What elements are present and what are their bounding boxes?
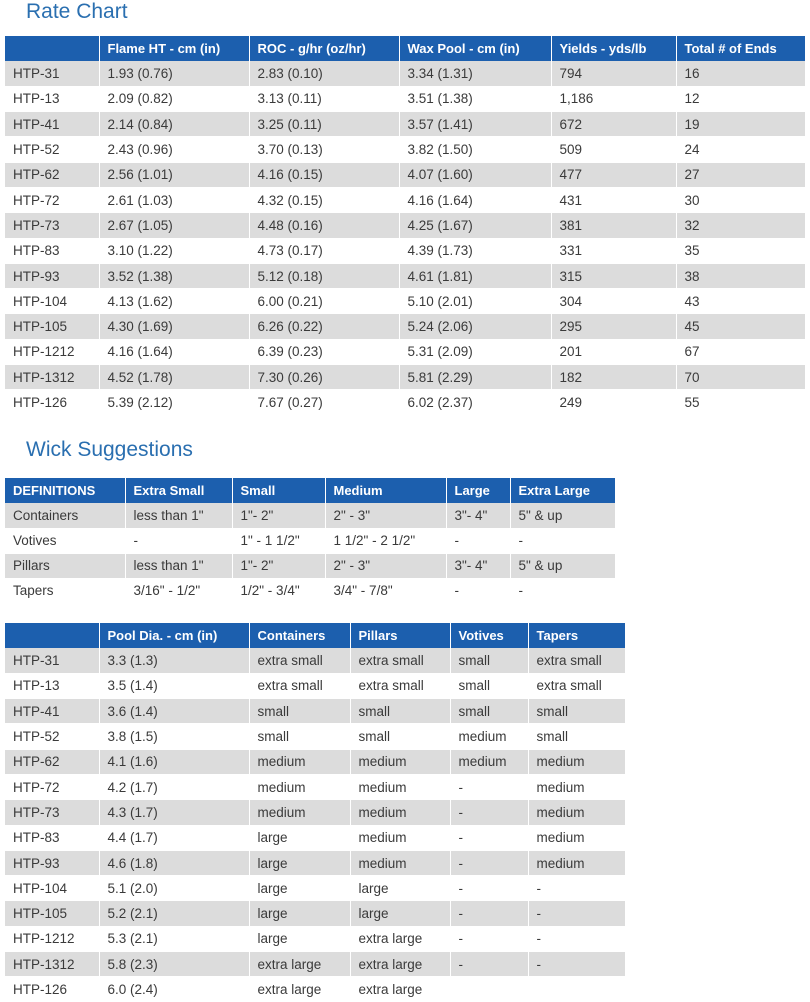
pool-diameter-cell-2: large <box>249 825 350 850</box>
rate-chart-cell-4: 249 <box>551 390 676 415</box>
rate-chart-cell-2: 6.26 (0.22) <box>249 314 399 339</box>
pool-diameter-cell-5: medium <box>528 800 625 825</box>
table-row <box>5 724 625 749</box>
definitions-cell-4: 3"- 4" <box>446 553 510 578</box>
pool-diameter-cell-5: - <box>528 901 625 926</box>
rate-chart-cell-1: 4.52 (1.78) <box>99 365 249 390</box>
rate-chart-cell-0: HTP-41 <box>5 112 99 137</box>
pool-diameter-cell-0: HTP-52 <box>5 724 99 749</box>
pool-diameter-cell-5: medium <box>528 749 625 774</box>
definitions-cell-4: 3"- 4" <box>446 503 510 528</box>
pool-diameter-cell-1: 5.1 (2.0) <box>99 876 249 901</box>
table-row <box>5 850 625 875</box>
pool-diameter-cell-1: 3.5 (1.4) <box>99 673 249 698</box>
pool-diameter-header-0 <box>5 623 99 648</box>
pool-diameter-cell-5: - <box>528 926 625 951</box>
table-row <box>5 901 625 926</box>
pool-diameter-cell-1: 5.2 (2.1) <box>99 901 249 926</box>
definitions-header-3: Medium <box>325 478 446 503</box>
rate-chart-cell-5: 67 <box>676 339 805 364</box>
pool-diameter-cell-3: medium <box>350 800 450 825</box>
definitions-header-0: DEFINITIONS <box>5 478 125 503</box>
pool-diameter-header-2: Containers <box>249 623 350 648</box>
rate-chart-header-row <box>5 36 805 61</box>
table-row <box>5 289 805 314</box>
rate-chart-cell-3: 4.07 (1.60) <box>399 162 551 187</box>
rate-chart-cell-3: 3.82 (1.50) <box>399 137 551 162</box>
pool-diameter-header-4: Votives <box>450 623 528 648</box>
rate-chart-cell-5: 55 <box>676 390 805 415</box>
table-row <box>5 926 625 951</box>
table-row <box>5 112 805 137</box>
rate-chart-cell-5: 30 <box>676 187 805 212</box>
pool-diameter-cell-3: medium <box>350 774 450 799</box>
rate-chart-cell-3: 5.10 (2.01) <box>399 289 551 314</box>
definitions-cell-5: - <box>510 578 615 603</box>
pool-diameter-cell-0: HTP-1212 <box>5 926 99 951</box>
table-row <box>5 162 805 187</box>
rate-chart-cell-3: 3.34 (1.31) <box>399 61 551 86</box>
rate-chart-cell-0: HTP-13 <box>5 86 99 111</box>
table-row <box>5 213 805 238</box>
rate-chart-cell-2: 7.30 (0.26) <box>249 365 399 390</box>
rate-chart-cell-2: 3.70 (0.13) <box>249 137 399 162</box>
definitions-cell-5: - <box>510 528 615 553</box>
rate-chart-cell-0: HTP-105 <box>5 314 99 339</box>
pool-diameter-cell-5: extra small <box>528 673 625 698</box>
pool-diameter-cell-4: - <box>450 926 528 951</box>
pool-diameter-cell-2: extra small <box>249 648 350 673</box>
pool-diameter-cell-1: 3.6 (1.4) <box>99 699 249 724</box>
pool-diameter-cell-1: 4.2 (1.7) <box>99 774 249 799</box>
definitions-header-4: Large <box>446 478 510 503</box>
rate-chart-cell-3: 4.39 (1.73) <box>399 238 551 263</box>
table-row <box>5 187 805 212</box>
definitions-cell-1: - <box>125 528 232 553</box>
pool-diameter-cell-4: - <box>450 850 528 875</box>
rate-chart-cell-2: 4.32 (0.15) <box>249 187 399 212</box>
definitions-cell-5: 5" & up <box>510 553 615 578</box>
rate-chart-cell-4: 794 <box>551 61 676 86</box>
pool-diameter-cell-0: HTP-105 <box>5 901 99 926</box>
pool-diameter-cell-3: extra large <box>350 952 450 977</box>
pool-diameter-cell-0: HTP-73 <box>5 800 99 825</box>
rate-chart-cell-3: 4.61 (1.81) <box>399 263 551 288</box>
rate-chart-cell-1: 2.14 (0.84) <box>99 112 249 137</box>
rate-chart-cell-0: HTP-83 <box>5 238 99 263</box>
pool-diameter-cell-3: large <box>350 901 450 926</box>
definitions-cell-2: 1" - 1 1/2" <box>232 528 325 553</box>
table-row <box>5 390 805 415</box>
pool-diameter-cell-4: medium <box>450 724 528 749</box>
table-row <box>5 699 625 724</box>
pool-diameter-header-3: Pillars <box>350 623 450 648</box>
pool-diameter-cell-3: medium <box>350 825 450 850</box>
table-row <box>5 503 615 528</box>
definitions-cell-1: less than 1" <box>125 553 232 578</box>
table-row <box>5 339 805 364</box>
rate-chart-cell-5: 38 <box>676 263 805 288</box>
pool-diameter-cell-5: - <box>528 876 625 901</box>
definitions-cell-4: - <box>446 578 510 603</box>
rate-chart-cell-4: 315 <box>551 263 676 288</box>
table-row <box>5 825 625 850</box>
rate-chart-cell-2: 3.25 (0.11) <box>249 112 399 137</box>
pool-diameter-cell-2: small <box>249 699 350 724</box>
rate-chart-cell-3: 4.25 (1.67) <box>399 213 551 238</box>
table-row <box>5 263 805 288</box>
rate-chart-cell-0: HTP-93 <box>5 263 99 288</box>
pool-diameter-cell-2: extra large <box>249 977 350 1002</box>
pool-diameter-cell-2: medium <box>249 800 350 825</box>
rate-chart-cell-3: 3.57 (1.41) <box>399 112 551 137</box>
rate-chart-cell-5: 70 <box>676 365 805 390</box>
rate-chart-cell-2: 7.67 (0.27) <box>249 390 399 415</box>
rate-chart-cell-3: 5.31 (2.09) <box>399 339 551 364</box>
rate-chart-header-2: ROC - g/hr (oz/hr) <box>249 36 399 61</box>
pool-diameter-cell-0: HTP-104 <box>5 876 99 901</box>
table-row <box>5 977 625 1002</box>
pool-diameter-cell-2: large <box>249 850 350 875</box>
definitions-header-1: Extra Small <box>125 478 232 503</box>
definitions-cell-3: 1 1/2" - 2 1/2" <box>325 528 446 553</box>
rate-chart-title: Rate Chart <box>26 0 128 23</box>
rate-chart-cell-5: 35 <box>676 238 805 263</box>
pool-diameter-header-5: Tapers <box>528 623 625 648</box>
pool-diameter-cell-1: 4.4 (1.7) <box>99 825 249 850</box>
rate-chart-cell-0: HTP-73 <box>5 213 99 238</box>
rate-chart-cell-4: 431 <box>551 187 676 212</box>
pool-diameter-cell-2: extra large <box>249 952 350 977</box>
rate-chart-cell-5: 43 <box>676 289 805 314</box>
table-row <box>5 238 805 263</box>
pool-diameter-cell-0: HTP-72 <box>5 774 99 799</box>
pool-diameter-cell-1: 5.3 (2.1) <box>99 926 249 951</box>
rate-chart-cell-0: HTP-31 <box>5 61 99 86</box>
pool-diameter-cell-0: HTP-62 <box>5 749 99 774</box>
rate-chart-cell-1: 4.16 (1.64) <box>99 339 249 364</box>
table-row <box>5 61 805 86</box>
rate-chart-cell-1: 2.09 (0.82) <box>99 86 249 111</box>
rate-chart-cell-2: 5.12 (0.18) <box>249 263 399 288</box>
pool-diameter-cell-2: large <box>249 876 350 901</box>
rate-chart-cell-4: 381 <box>551 213 676 238</box>
pool-diameter-cell-3: small <box>350 724 450 749</box>
pool-diameter-cell-4 <box>450 977 528 1002</box>
table-row <box>5 876 625 901</box>
rate-chart-cell-2: 2.83 (0.10) <box>249 61 399 86</box>
definitions-cell-5: 5" & up <box>510 503 615 528</box>
rate-chart-cell-3: 3.51 (1.38) <box>399 86 551 111</box>
pool-diameter-cell-1: 5.8 (2.3) <box>99 952 249 977</box>
pool-diameter-cell-4: small <box>450 648 528 673</box>
pool-diameter-cell-3: large <box>350 876 450 901</box>
rate-chart-cell-4: 331 <box>551 238 676 263</box>
rate-chart-cell-4: 477 <box>551 162 676 187</box>
rate-chart-cell-5: 27 <box>676 162 805 187</box>
rate-chart-cell-4: 509 <box>551 137 676 162</box>
pool-diameter-cell-5: medium <box>528 850 625 875</box>
rate-chart-cell-1: 5.39 (2.12) <box>99 390 249 415</box>
definitions-cell-2: 1"- 2" <box>232 553 325 578</box>
pool-diameter-cell-5: medium <box>528 825 625 850</box>
rate-chart-cell-0: HTP-62 <box>5 162 99 187</box>
pool-diameter-cell-0: HTP-13 <box>5 673 99 698</box>
table-row <box>5 800 625 825</box>
rate-chart-cell-0: HTP-72 <box>5 187 99 212</box>
rate-chart-cell-2: 4.48 (0.16) <box>249 213 399 238</box>
rate-chart-cell-0: HTP-1312 <box>5 365 99 390</box>
rate-chart-cell-1: 4.13 (1.62) <box>99 289 249 314</box>
pool-diameter-cell-4: - <box>450 774 528 799</box>
pool-diameter-cell-0: HTP-126 <box>5 977 99 1002</box>
rate-chart-cell-1: 2.56 (1.01) <box>99 162 249 187</box>
rate-chart-cell-1: 3.52 (1.38) <box>99 263 249 288</box>
pool-diameter-cell-2: medium <box>249 749 350 774</box>
pool-diameter-cell-1: 4.6 (1.8) <box>99 850 249 875</box>
table-row <box>5 365 805 390</box>
rate-chart-cell-4: 1,186 <box>551 86 676 111</box>
rate-chart-cell-4: 201 <box>551 339 676 364</box>
table-row <box>5 749 625 774</box>
definitions-cell-3: 3/4" - 7/8" <box>325 578 446 603</box>
pool-diameter-cell-0: HTP-93 <box>5 850 99 875</box>
rate-chart-header-4: Yields - yds/lb <box>551 36 676 61</box>
rate-chart-cell-4: 672 <box>551 112 676 137</box>
pool-diameter-cell-5: - <box>528 952 625 977</box>
rate-chart-cell-4: 295 <box>551 314 676 339</box>
rate-chart-cell-1: 2.67 (1.05) <box>99 213 249 238</box>
pool-diameter-cell-3: small <box>350 699 450 724</box>
definitions-table <box>5 478 615 603</box>
pool-diameter-cell-3: extra small <box>350 648 450 673</box>
table-row <box>5 648 625 673</box>
pool-diameter-table <box>5 623 625 1002</box>
rate-chart-cell-5: 32 <box>676 213 805 238</box>
pool-diameter-cell-4: small <box>450 673 528 698</box>
rate-chart-cell-0: HTP-126 <box>5 390 99 415</box>
rate-chart-cell-1: 4.30 (1.69) <box>99 314 249 339</box>
pool-diameter-cell-4: - <box>450 800 528 825</box>
table-row <box>5 952 625 977</box>
table-row <box>5 578 615 603</box>
pool-diameter-cell-3: medium <box>350 749 450 774</box>
rate-chart-cell-1: 2.43 (0.96) <box>99 137 249 162</box>
wick-suggestions-title: Wick Suggestions <box>26 438 193 461</box>
table-row <box>5 528 615 553</box>
rate-chart-cell-3: 5.24 (2.06) <box>399 314 551 339</box>
definitions-header-5: Extra Large <box>510 478 615 503</box>
table-row <box>5 774 625 799</box>
pool-diameter-header-row <box>5 623 625 648</box>
rate-chart-cell-5: 19 <box>676 112 805 137</box>
definitions-cell-0: Tapers <box>5 578 125 603</box>
definitions-cell-2: 1"- 2" <box>232 503 325 528</box>
pool-diameter-cell-5: small <box>528 699 625 724</box>
pool-diameter-cell-1: 3.8 (1.5) <box>99 724 249 749</box>
table-row <box>5 673 625 698</box>
pool-diameter-cell-5: extra small <box>528 648 625 673</box>
pool-diameter-cell-1: 3.3 (1.3) <box>99 648 249 673</box>
pool-diameter-cell-1: 4.1 (1.6) <box>99 749 249 774</box>
pool-diameter-cell-4: - <box>450 901 528 926</box>
pool-diameter-cell-3: extra large <box>350 977 450 1002</box>
rate-chart-cell-0: HTP-104 <box>5 289 99 314</box>
rate-chart-cell-3: 4.16 (1.64) <box>399 187 551 212</box>
definitions-cell-1: 3/16" - 1/2" <box>125 578 232 603</box>
rate-chart-cell-0: HTP-1212 <box>5 339 99 364</box>
rate-chart-header-0 <box>5 36 99 61</box>
table-row <box>5 137 805 162</box>
pool-diameter-cell-2: large <box>249 901 350 926</box>
rate-chart-cell-2: 3.13 (0.11) <box>249 86 399 111</box>
definitions-cell-3: 2" - 3" <box>325 503 446 528</box>
definitions-cell-3: 2" - 3" <box>325 553 446 578</box>
pool-diameter-cell-2: medium <box>249 774 350 799</box>
pool-diameter-cell-2: large <box>249 926 350 951</box>
rate-chart-header-5: Total # of Ends <box>676 36 805 61</box>
pool-diameter-cell-3: medium <box>350 850 450 875</box>
table-row <box>5 314 805 339</box>
definitions-cell-4: - <box>446 528 510 553</box>
rate-chart-cell-5: 45 <box>676 314 805 339</box>
definitions-cell-0: Votives <box>5 528 125 553</box>
definitions-cell-2: 1/2" - 3/4" <box>232 578 325 603</box>
pool-diameter-header-1: Pool Dia. - cm (in) <box>99 623 249 648</box>
table-row <box>5 553 615 578</box>
rate-chart-header-3: Wax Pool - cm (in) <box>399 36 551 61</box>
rate-chart-cell-3: 5.81 (2.29) <box>399 365 551 390</box>
rate-chart-cell-0: HTP-52 <box>5 137 99 162</box>
rate-chart-cell-5: 12 <box>676 86 805 111</box>
rate-chart-cell-1: 3.10 (1.22) <box>99 238 249 263</box>
rate-chart-cell-2: 4.73 (0.17) <box>249 238 399 263</box>
rate-chart-cell-2: 4.16 (0.15) <box>249 162 399 187</box>
rate-chart-cell-5: 16 <box>676 61 805 86</box>
pool-diameter-cell-4: medium <box>450 749 528 774</box>
pool-diameter-cell-2: small <box>249 724 350 749</box>
pool-diameter-cell-2: extra small <box>249 673 350 698</box>
definitions-cell-0: Pillars <box>5 553 125 578</box>
pool-diameter-cell-5 <box>528 977 625 1002</box>
pool-diameter-cell-5: small <box>528 724 625 749</box>
definitions-cell-1: less than 1" <box>125 503 232 528</box>
rate-chart-cell-2: 6.00 (0.21) <box>249 289 399 314</box>
rate-chart-cell-4: 304 <box>551 289 676 314</box>
table-row <box>5 86 805 111</box>
pool-diameter-cell-1: 6.0 (2.4) <box>99 977 249 1002</box>
pool-diameter-cell-3: extra small <box>350 673 450 698</box>
definitions-header-2: Small <box>232 478 325 503</box>
rate-chart-table <box>5 36 805 415</box>
pool-diameter-cell-0: HTP-41 <box>5 699 99 724</box>
pool-diameter-cell-0: HTP-83 <box>5 825 99 850</box>
rate-chart-cell-1: 2.61 (1.03) <box>99 187 249 212</box>
pool-diameter-cell-0: HTP-31 <box>5 648 99 673</box>
pool-diameter-cell-3: extra large <box>350 926 450 951</box>
pool-diameter-cell-4: - <box>450 825 528 850</box>
pool-diameter-cell-4: small <box>450 699 528 724</box>
pool-diameter-cell-4: - <box>450 952 528 977</box>
rate-chart-cell-1: 1.93 (0.76) <box>99 61 249 86</box>
pool-diameter-cell-5: medium <box>528 774 625 799</box>
pool-diameter-cell-1: 4.3 (1.7) <box>99 800 249 825</box>
rate-chart-header-1: Flame HT - cm (in) <box>99 36 249 61</box>
rate-chart-cell-5: 24 <box>676 137 805 162</box>
pool-diameter-cell-0: HTP-1312 <box>5 952 99 977</box>
rate-chart-cell-4: 182 <box>551 365 676 390</box>
definitions-header-row <box>5 478 615 503</box>
definitions-cell-0: Containers <box>5 503 125 528</box>
rate-chart-cell-2: 6.39 (0.23) <box>249 339 399 364</box>
pool-diameter-cell-4: - <box>450 876 528 901</box>
rate-chart-cell-3: 6.02 (2.37) <box>399 390 551 415</box>
